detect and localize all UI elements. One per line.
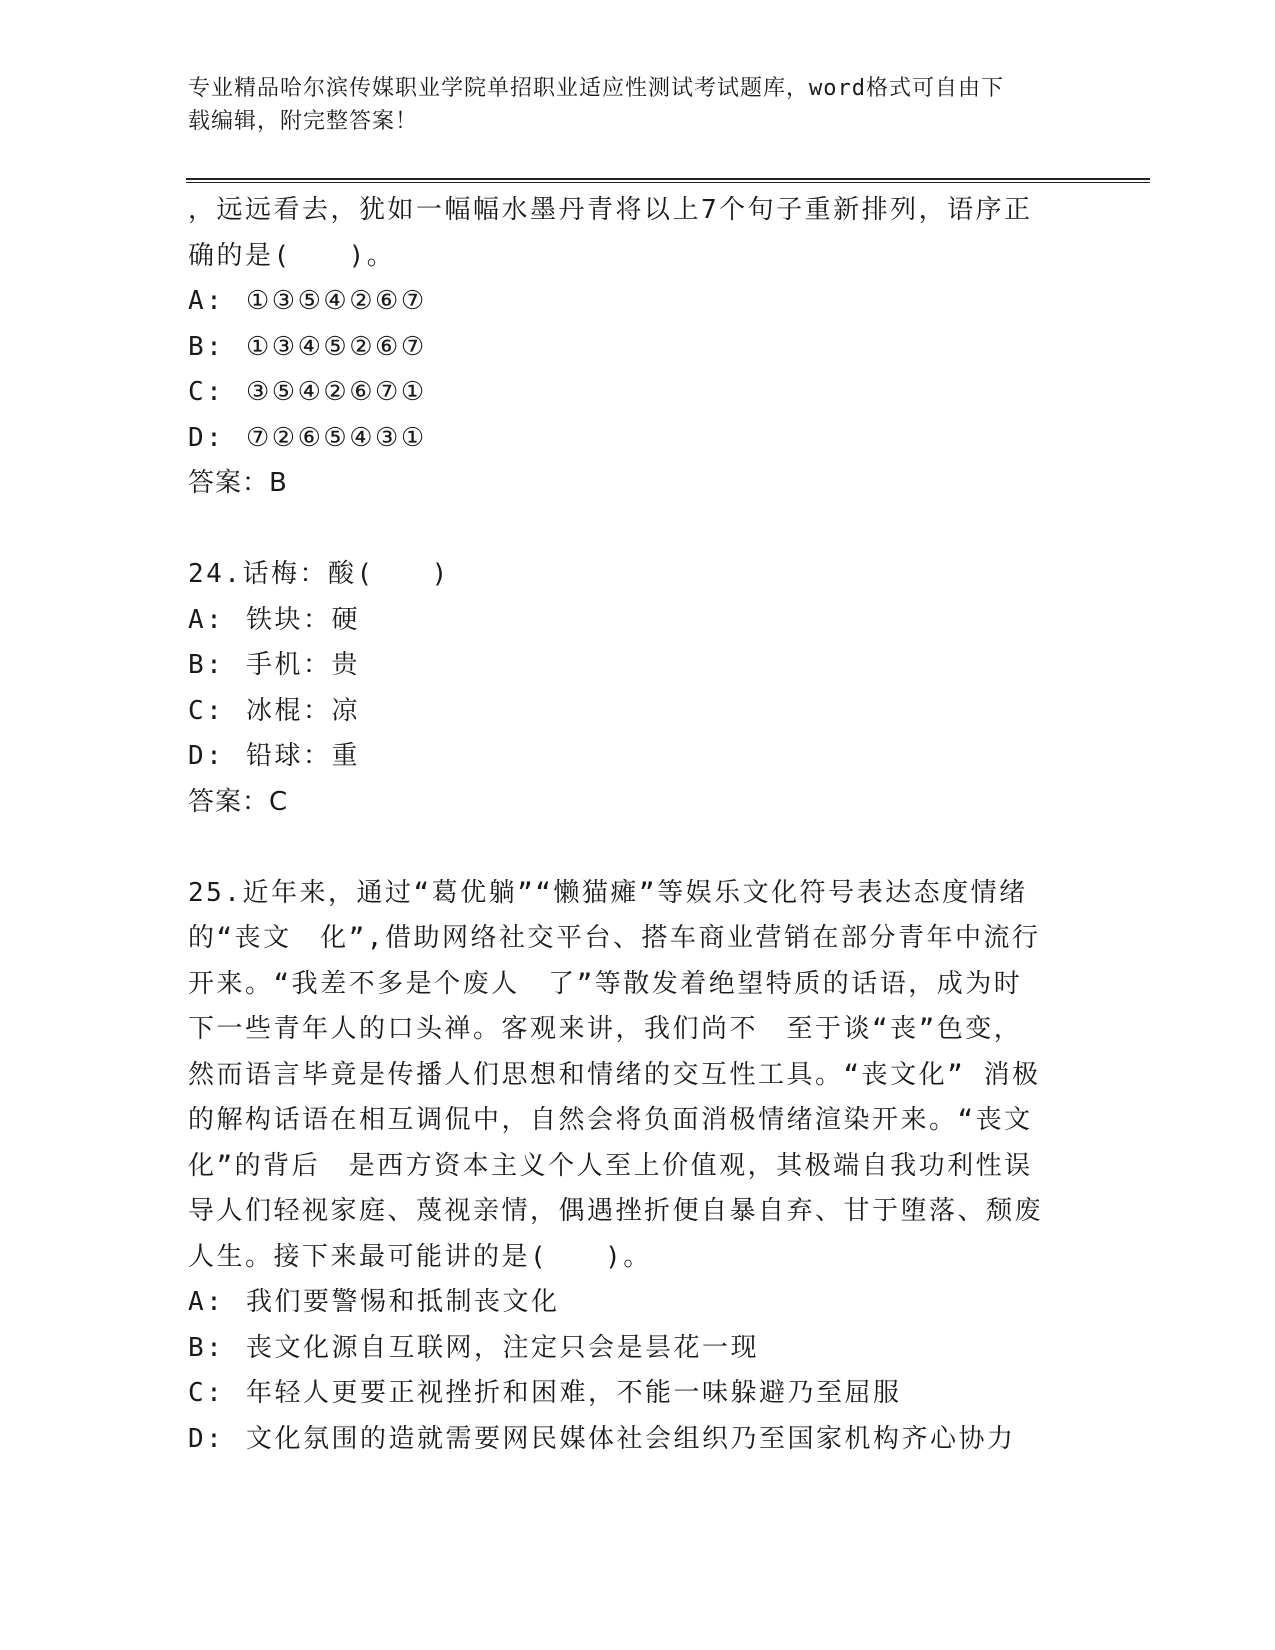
question-text-line: 确的是( )。 bbox=[188, 240, 396, 271]
question-text-line: 24.话梅：酸( ) bbox=[188, 559, 450, 589]
spacer bbox=[188, 507, 1088, 553]
option-c bbox=[188, 689, 1088, 735]
option-key: B: bbox=[188, 650, 225, 680]
question-25 bbox=[188, 871, 1088, 1463]
option-text: 铅球：重 bbox=[246, 741, 361, 771]
spacer bbox=[188, 825, 1088, 871]
question-text-line: 化”的背后 是西方资本主义个人至上价值观，其极端自我功利性误 bbox=[188, 1150, 1033, 1181]
option-text: ③⑤④②⑥⑦① bbox=[246, 377, 427, 407]
option-text: 文化氛围的造就需要网民媒体社会组织乃至国家机构齐心协力 bbox=[246, 1423, 1016, 1454]
option-text: 铁块：硬 bbox=[246, 604, 361, 635]
question-text-line: 人生。接下来最可能讲的是( )。 bbox=[188, 1241, 652, 1272]
option-text: 丧文化源自互联网，注定只会是昙花一现 bbox=[246, 1332, 760, 1363]
option-key: D: bbox=[188, 741, 225, 771]
option-a bbox=[188, 1280, 1088, 1326]
option-a bbox=[188, 279, 1088, 325]
option-text: 我们要警惕和抵制丧文化 bbox=[246, 1287, 560, 1317]
header-line-2: 载编辑，附完整答案！ bbox=[188, 109, 419, 134]
question-text-line: 开来。“我差不多是个废人 了”等散发着绝望特质的话语，成为时 bbox=[188, 968, 1023, 999]
option-text: 冰棍：凉 bbox=[246, 695, 361, 726]
option-d bbox=[188, 416, 1088, 462]
question-text-line: 25.近年来，通过“葛优躺”“懒猫瘫”等娱乐文化符号表达态度情绪 bbox=[188, 877, 1028, 908]
option-key: B: bbox=[188, 331, 225, 362]
question-24 bbox=[188, 552, 1088, 825]
option-text: 年轻人更要正视挫折和困难，不能一味躲避乃至屈服 bbox=[246, 1378, 902, 1408]
option-key: B: bbox=[188, 1332, 225, 1363]
option-text: ⑦②⑥⑤④③① bbox=[246, 422, 427, 453]
option-c bbox=[188, 1371, 1088, 1417]
question-text-line: 然而语言毕竟是传播人们思想和情绪的交互性工具。“丧文化” 消极 bbox=[188, 1059, 1041, 1090]
option-key: C: bbox=[188, 1378, 225, 1408]
option-key: A: bbox=[188, 604, 225, 635]
option-b bbox=[188, 1326, 1088, 1372]
option-a bbox=[188, 598, 1088, 644]
option-d bbox=[188, 734, 1088, 780]
option-d bbox=[188, 1417, 1088, 1463]
question-text-line: 的解构话语在相互调侃中，自然会将负面消极情绪渲染开来。“丧文 bbox=[188, 1105, 1033, 1135]
option-key: D: bbox=[188, 422, 225, 453]
option-key: C: bbox=[188, 377, 225, 407]
option-key: A: bbox=[188, 286, 225, 316]
answer-line: 答案：C bbox=[188, 786, 289, 817]
document-body bbox=[188, 188, 1088, 1462]
option-key: C: bbox=[188, 695, 225, 726]
option-key: A: bbox=[188, 1287, 225, 1317]
question-text-line: 导人们轻视家庭、蔑视亲情，偶遇挫折便自暴自弃、甘于堕落、颓废 bbox=[188, 1196, 1044, 1226]
header-divider bbox=[186, 178, 1150, 183]
option-text: ①③④⑤②⑥⑦ bbox=[246, 331, 427, 362]
question-text-line: ，远远看去，犹如一幅幅水墨丹青将以上7个句子重新排列，语序正 bbox=[188, 195, 1033, 225]
option-key: D: bbox=[188, 1423, 225, 1454]
option-b bbox=[188, 325, 1088, 371]
option-text: ①③⑤④②⑥⑦ bbox=[246, 286, 427, 316]
option-c bbox=[188, 370, 1088, 416]
question-text-line: 下一些青年人的口头禅。客观来讲，我们尚不 至于谈“丧”色变， bbox=[188, 1014, 1023, 1044]
page-header bbox=[188, 72, 1068, 138]
question-23 bbox=[188, 188, 1088, 507]
option-text: 手机：贵 bbox=[246, 650, 361, 680]
option-b bbox=[188, 643, 1088, 689]
answer-line: 答案：B bbox=[188, 468, 288, 498]
question-text-line: 的“丧文 化”,借助网络社交平台、搭车商业营销在部分青年中流行 bbox=[188, 923, 1041, 953]
header-line-1: 专业精品哈尔滨传媒职业学院单招职业适应性测试考试题库，word格式可自由下 bbox=[188, 76, 1004, 101]
